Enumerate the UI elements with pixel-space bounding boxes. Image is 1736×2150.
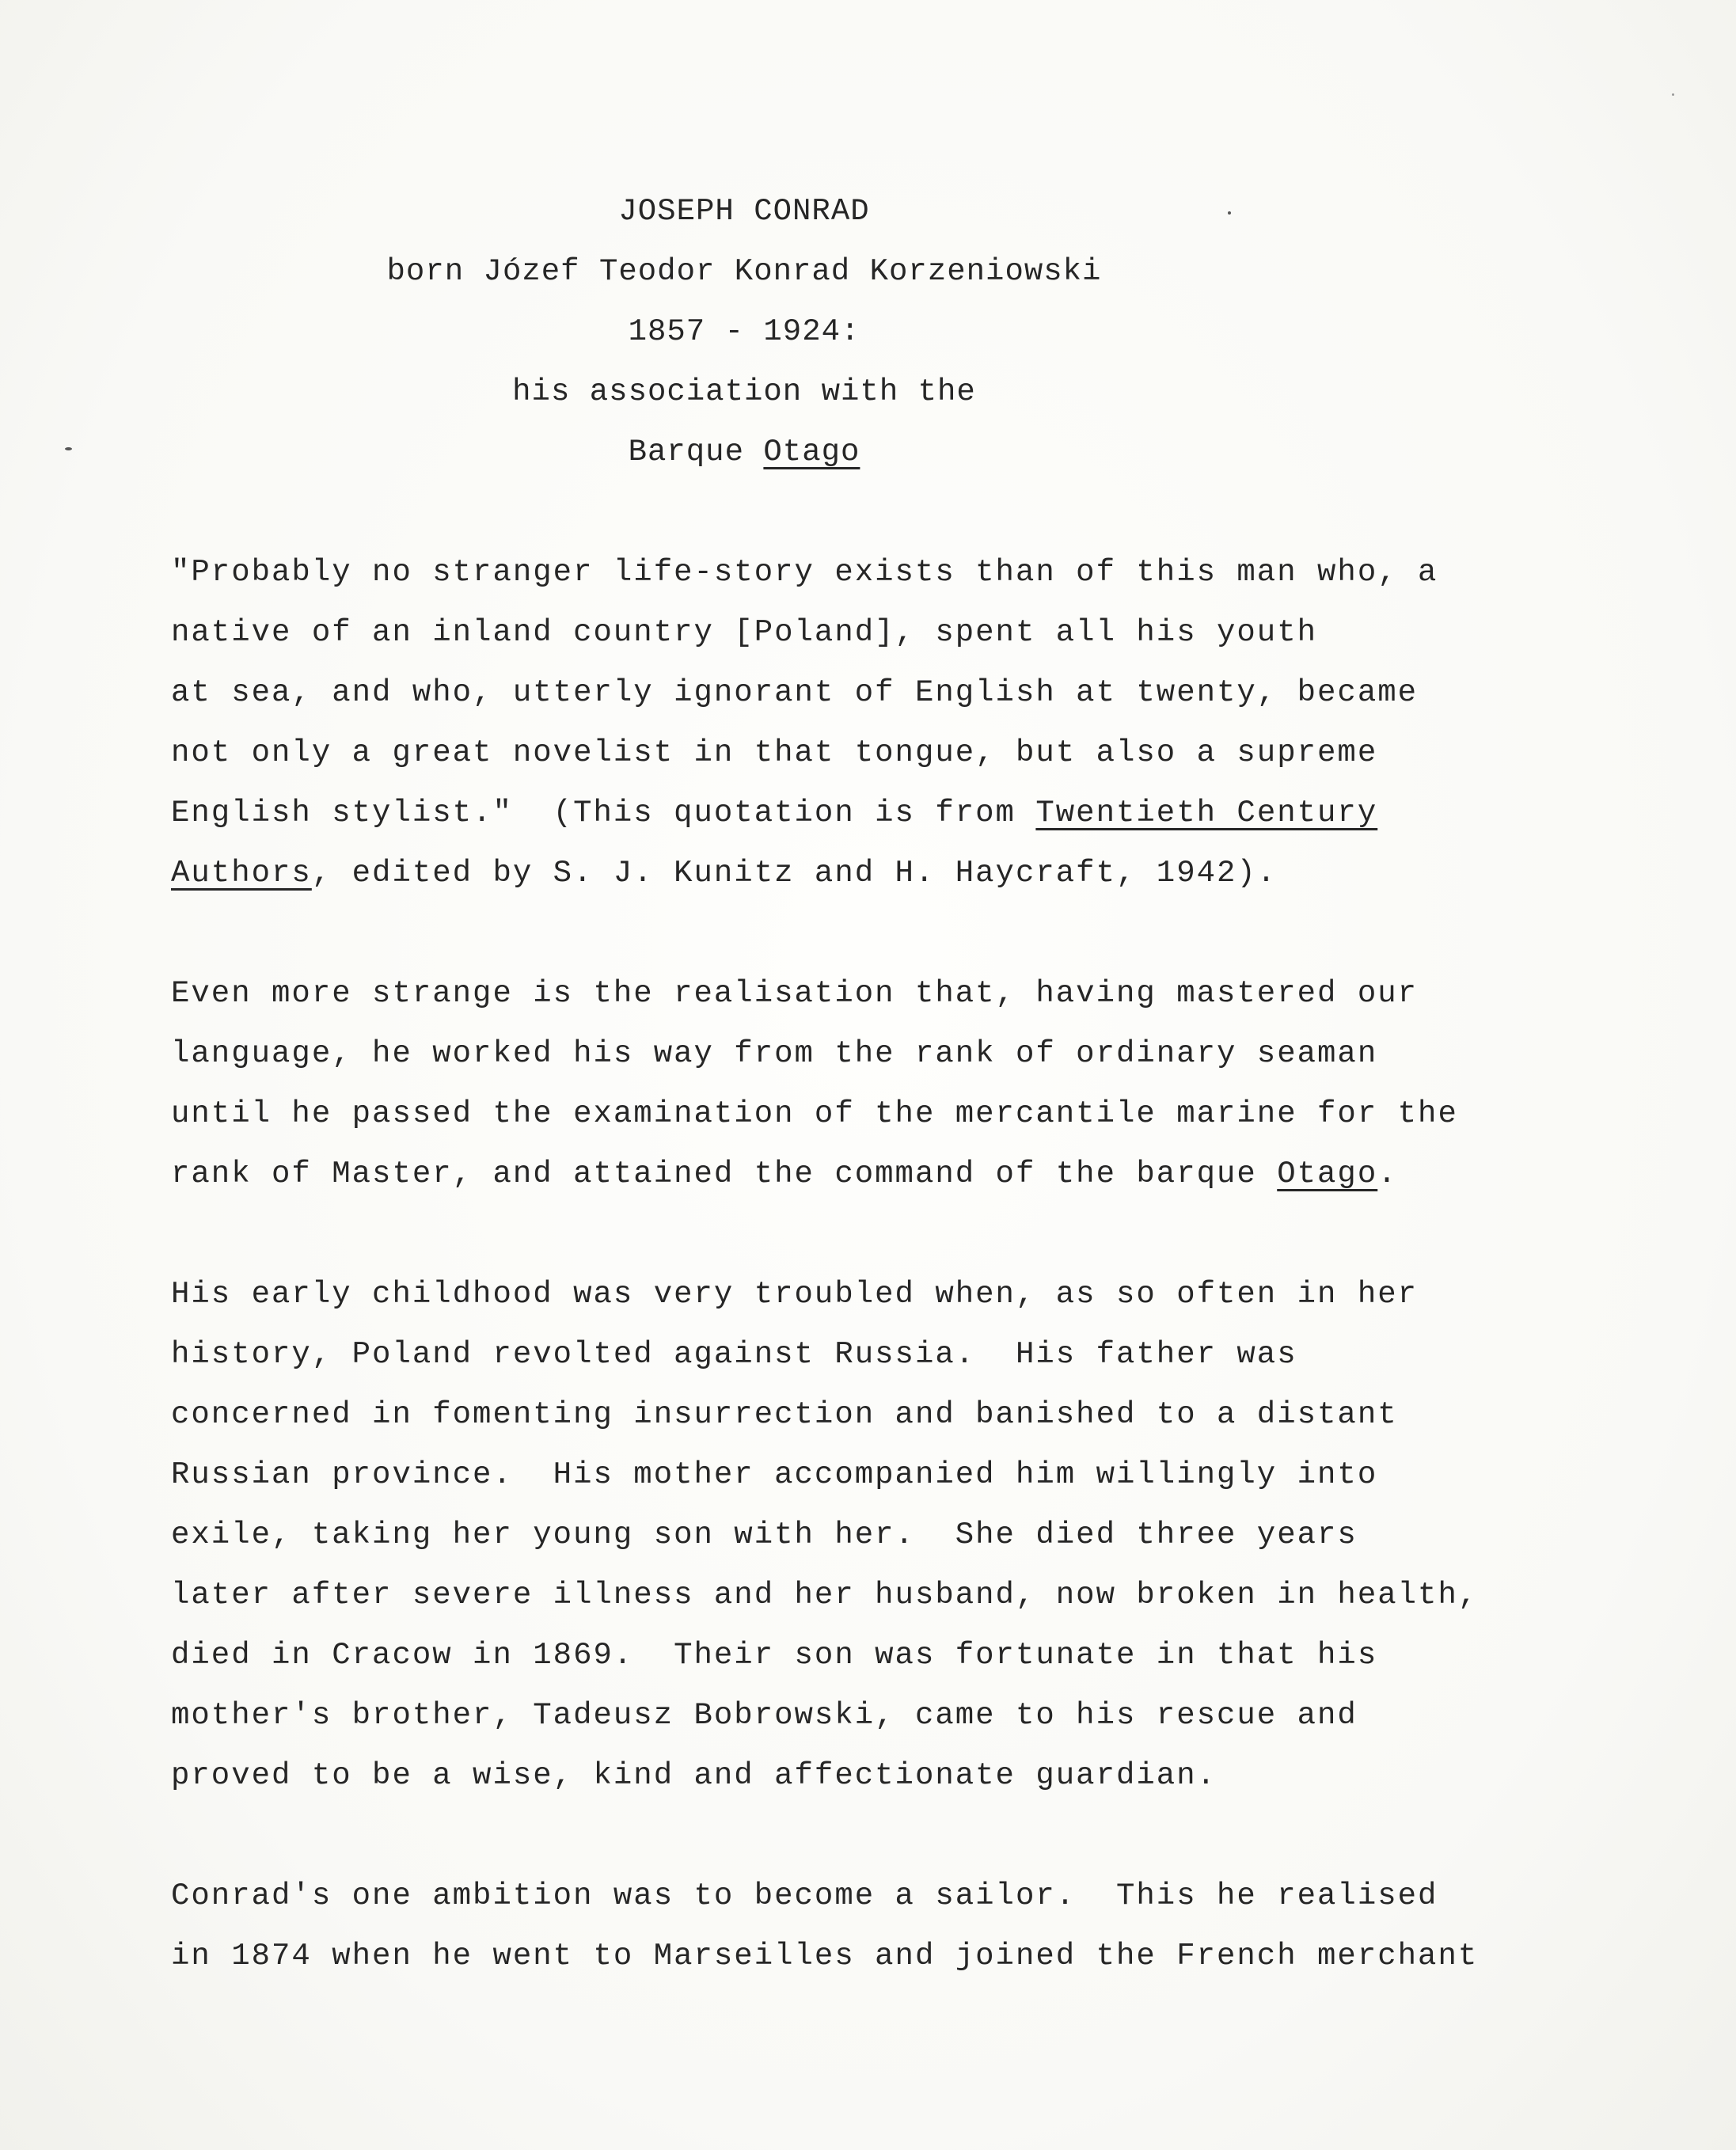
p2-line1: Even more strange is the realisation that, having mastered our (171, 976, 1419, 1011)
p3-line1: His early childhood was very troubled when, as so often in her (171, 1277, 1419, 1312)
book-title-part2: Authors (171, 856, 312, 891)
birth-name: born Józef Teodor Konrad Korzeniowski (386, 254, 1102, 289)
p4-line2: in 1874 when he went to Marseilles and joined the French merchant (171, 1939, 1479, 1973)
scan-speck (1228, 211, 1231, 215)
p2-line4-text: rank of Master, and attained the command of the barque (171, 1157, 1278, 1191)
p3-line7: died in Cracow in 1869. Their son was fortunate in that his (171, 1638, 1378, 1673)
p3-line8: mother's brother, Tadeusz Bobrowski, came to his rescue and (171, 1698, 1358, 1733)
p1-line3: at sea, and who, utterly ignorant of English at twenty, became (171, 675, 1419, 710)
ship-name: Otago (763, 435, 860, 469)
ship-prefix: Barque (628, 435, 764, 469)
scan-speck (65, 447, 72, 450)
p1-line6-text: , edited by S. J. Kunitz and H. Haycraft, 1942). (311, 856, 1278, 891)
life-dates: 1857 - 1924: (628, 314, 860, 349)
p4-line1: Conrad's one ambition was to become a sailor. This he realised (171, 1878, 1438, 1913)
p3-line5: exile, taking her young son with her. She died three years (171, 1518, 1358, 1552)
p3-line2: history, Poland revolted against Russia. His father was (171, 1337, 1297, 1372)
p3-line9: proved to be a wise, kind and affectionate guardian. (171, 1758, 1217, 1793)
ship-heading (0, 432, 1488, 472)
ship-name-inline: Otago (1277, 1157, 1378, 1191)
p1-line5-text: English stylist." (This quotation is from (171, 796, 1036, 830)
p1-line1: "Probably no stranger life-story exists than of this man who, a (171, 555, 1438, 590)
subtitle: his association with the (512, 374, 976, 409)
p2-line3: until he passed the examination of the mercantile marine for the (171, 1096, 1458, 1131)
book-title-part1: Twentieth Century (1035, 796, 1378, 830)
p1-line4: not only a great novelist in that tongue, but also a supreme (171, 735, 1378, 770)
p2-line2: language, he worked his way from the rank of ordinary seaman (171, 1036, 1378, 1071)
p2-line4-end: . (1377, 1157, 1398, 1191)
p2-line4 (171, 1154, 1398, 1194)
p1-line6 (171, 853, 1277, 893)
p1-line2: native of an inland country [Poland], spent all his youth (171, 615, 1318, 650)
title: JOSEPH CONRAD (618, 194, 870, 229)
p3-line6: later after severe illness and her husband, now broken in health, (171, 1578, 1479, 1612)
scan-speck (1672, 93, 1674, 96)
p1-line5 (171, 793, 1377, 833)
p3-line4: Russian province. His mother accompanied him willingly into (171, 1457, 1378, 1492)
p3-line3: concerned in fomenting insurrection and banished to a distant (171, 1397, 1398, 1432)
